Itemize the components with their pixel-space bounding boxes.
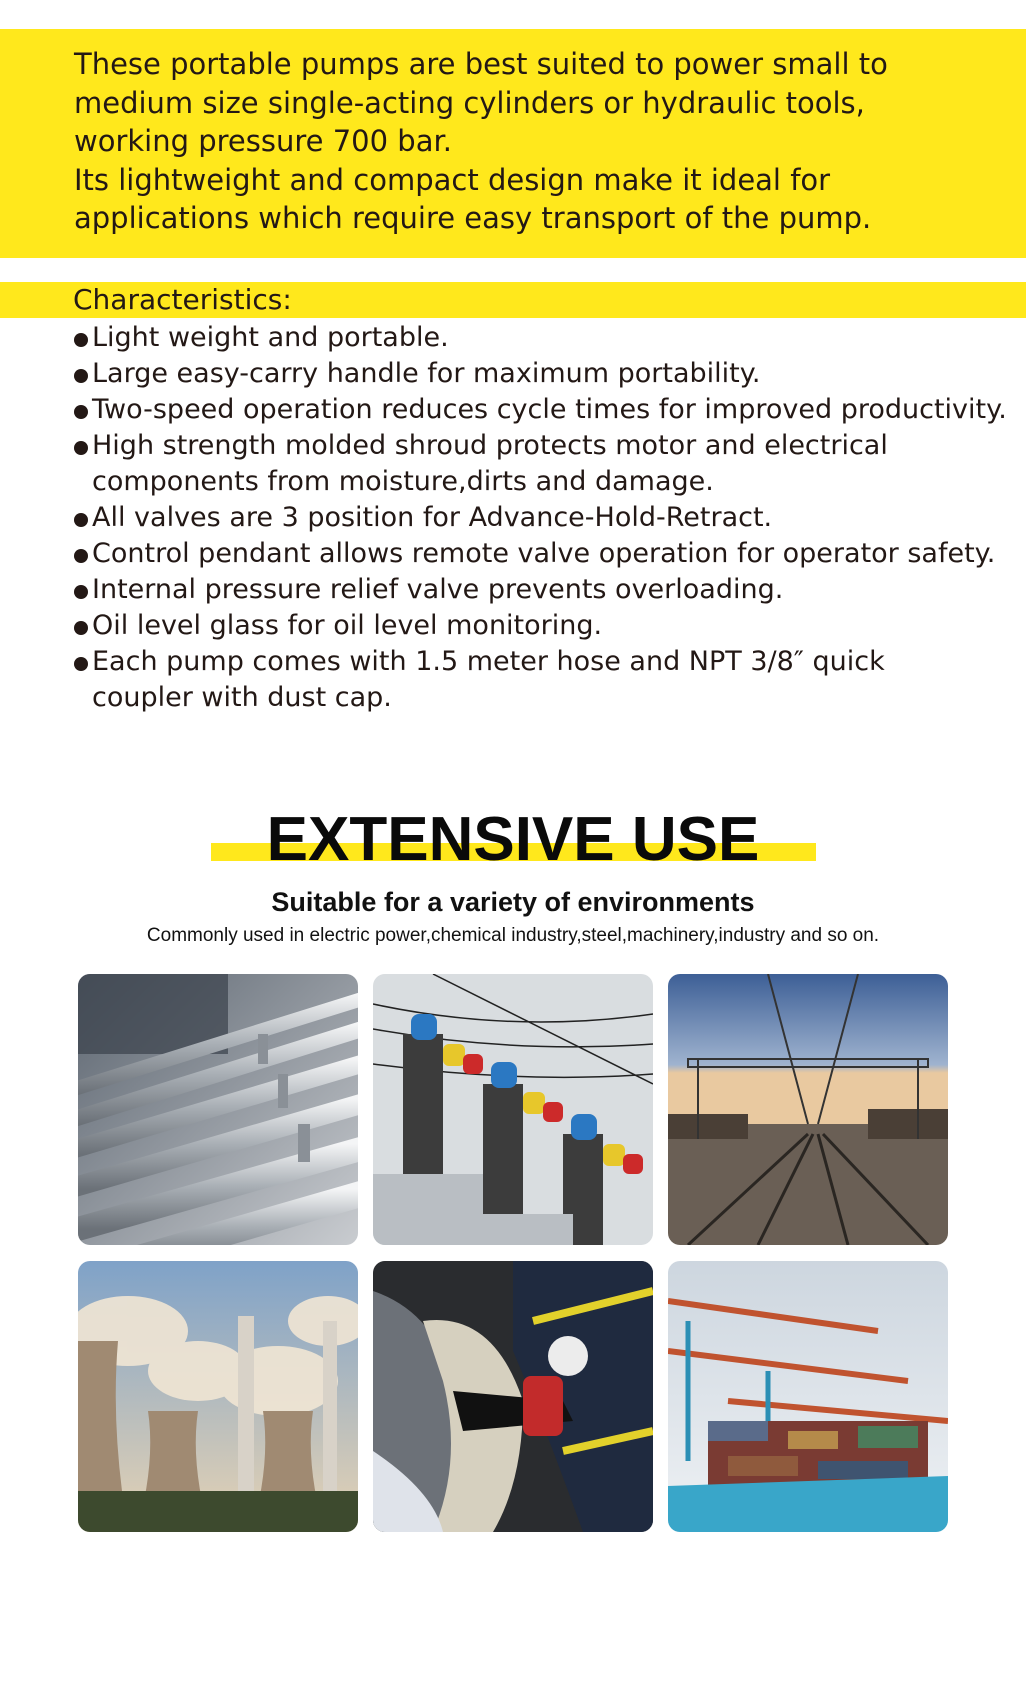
list-item-text: Control pendant allows remote valve operation for operator safety. <box>92 538 996 569</box>
rescue-tool-illustration <box>373 1261 653 1532</box>
port-crane-photo <box>668 1261 948 1532</box>
power-plant-photo <box>78 1261 358 1532</box>
port-crane-illustration <box>668 1261 948 1532</box>
insulators-photo <box>373 974 653 1245</box>
list-item <box>73 500 1013 536</box>
list-item-text: Internal pressure relief valve prevents overloading. <box>92 574 784 605</box>
list-item-text: All valves are 3 position for Advance-Hold-Retract. <box>92 502 773 533</box>
pipes-photo <box>78 974 358 1245</box>
list-item <box>73 608 1013 644</box>
pipes-illustration <box>78 974 358 1245</box>
list-item-text: Oil level glass for oil level monitoring. <box>92 610 603 641</box>
railway-photo <box>668 974 948 1245</box>
characteristics-title: Characteristics: <box>73 283 292 316</box>
list-item-continuation: coupler with dust cap. <box>92 682 392 713</box>
list-item-continuation: components from moisture,dirts and damage. <box>92 466 714 497</box>
characteristics-list <box>73 320 1013 716</box>
rescue-tool-photo <box>373 1261 653 1532</box>
list-item <box>73 428 1013 500</box>
list-item <box>73 392 1013 428</box>
list-item-text: High strength molded shroud protects motor and electrical <box>92 430 888 461</box>
intro-line: applications which require easy transport of the pump. <box>74 201 872 235</box>
list-item-text: Large easy-carry handle for maximum portability. <box>92 358 761 389</box>
intro-line: working pressure 700 bar. <box>74 124 452 158</box>
extensive-use-title: EXTENSIVE USE <box>266 805 760 874</box>
extensive-use-description: Commonly used in electric power,chemical industry,steel,machinery,industry and so on. <box>146 925 880 946</box>
intro-banner <box>0 29 1026 258</box>
list-item-text: Two-speed operation reduces cycle times for improved productivity. <box>92 394 1007 425</box>
power-plant-illustration <box>78 1261 358 1532</box>
list-item <box>73 536 1013 572</box>
extensive-use-subtitle: Suitable for a variety of environments <box>271 887 755 917</box>
list-item-text: Light weight and portable. <box>92 322 449 353</box>
railway-illustration <box>668 974 948 1245</box>
list-item <box>73 644 1013 716</box>
intro-line: These portable pumps are best suited to power small to <box>74 47 888 81</box>
intro-line: medium size single-acting cylinders or hydraulic tools, <box>74 85 865 120</box>
list-item <box>73 356 1013 392</box>
list-item <box>73 320 1013 356</box>
intro-line: Its lightweight and compact design make it ideal for <box>74 162 831 197</box>
insulators-illustration <box>373 974 653 1245</box>
list-item-text: Each pump comes with 1.5 meter hose and NPT 3/8″ quick <box>92 646 885 677</box>
list-item <box>73 572 1013 608</box>
